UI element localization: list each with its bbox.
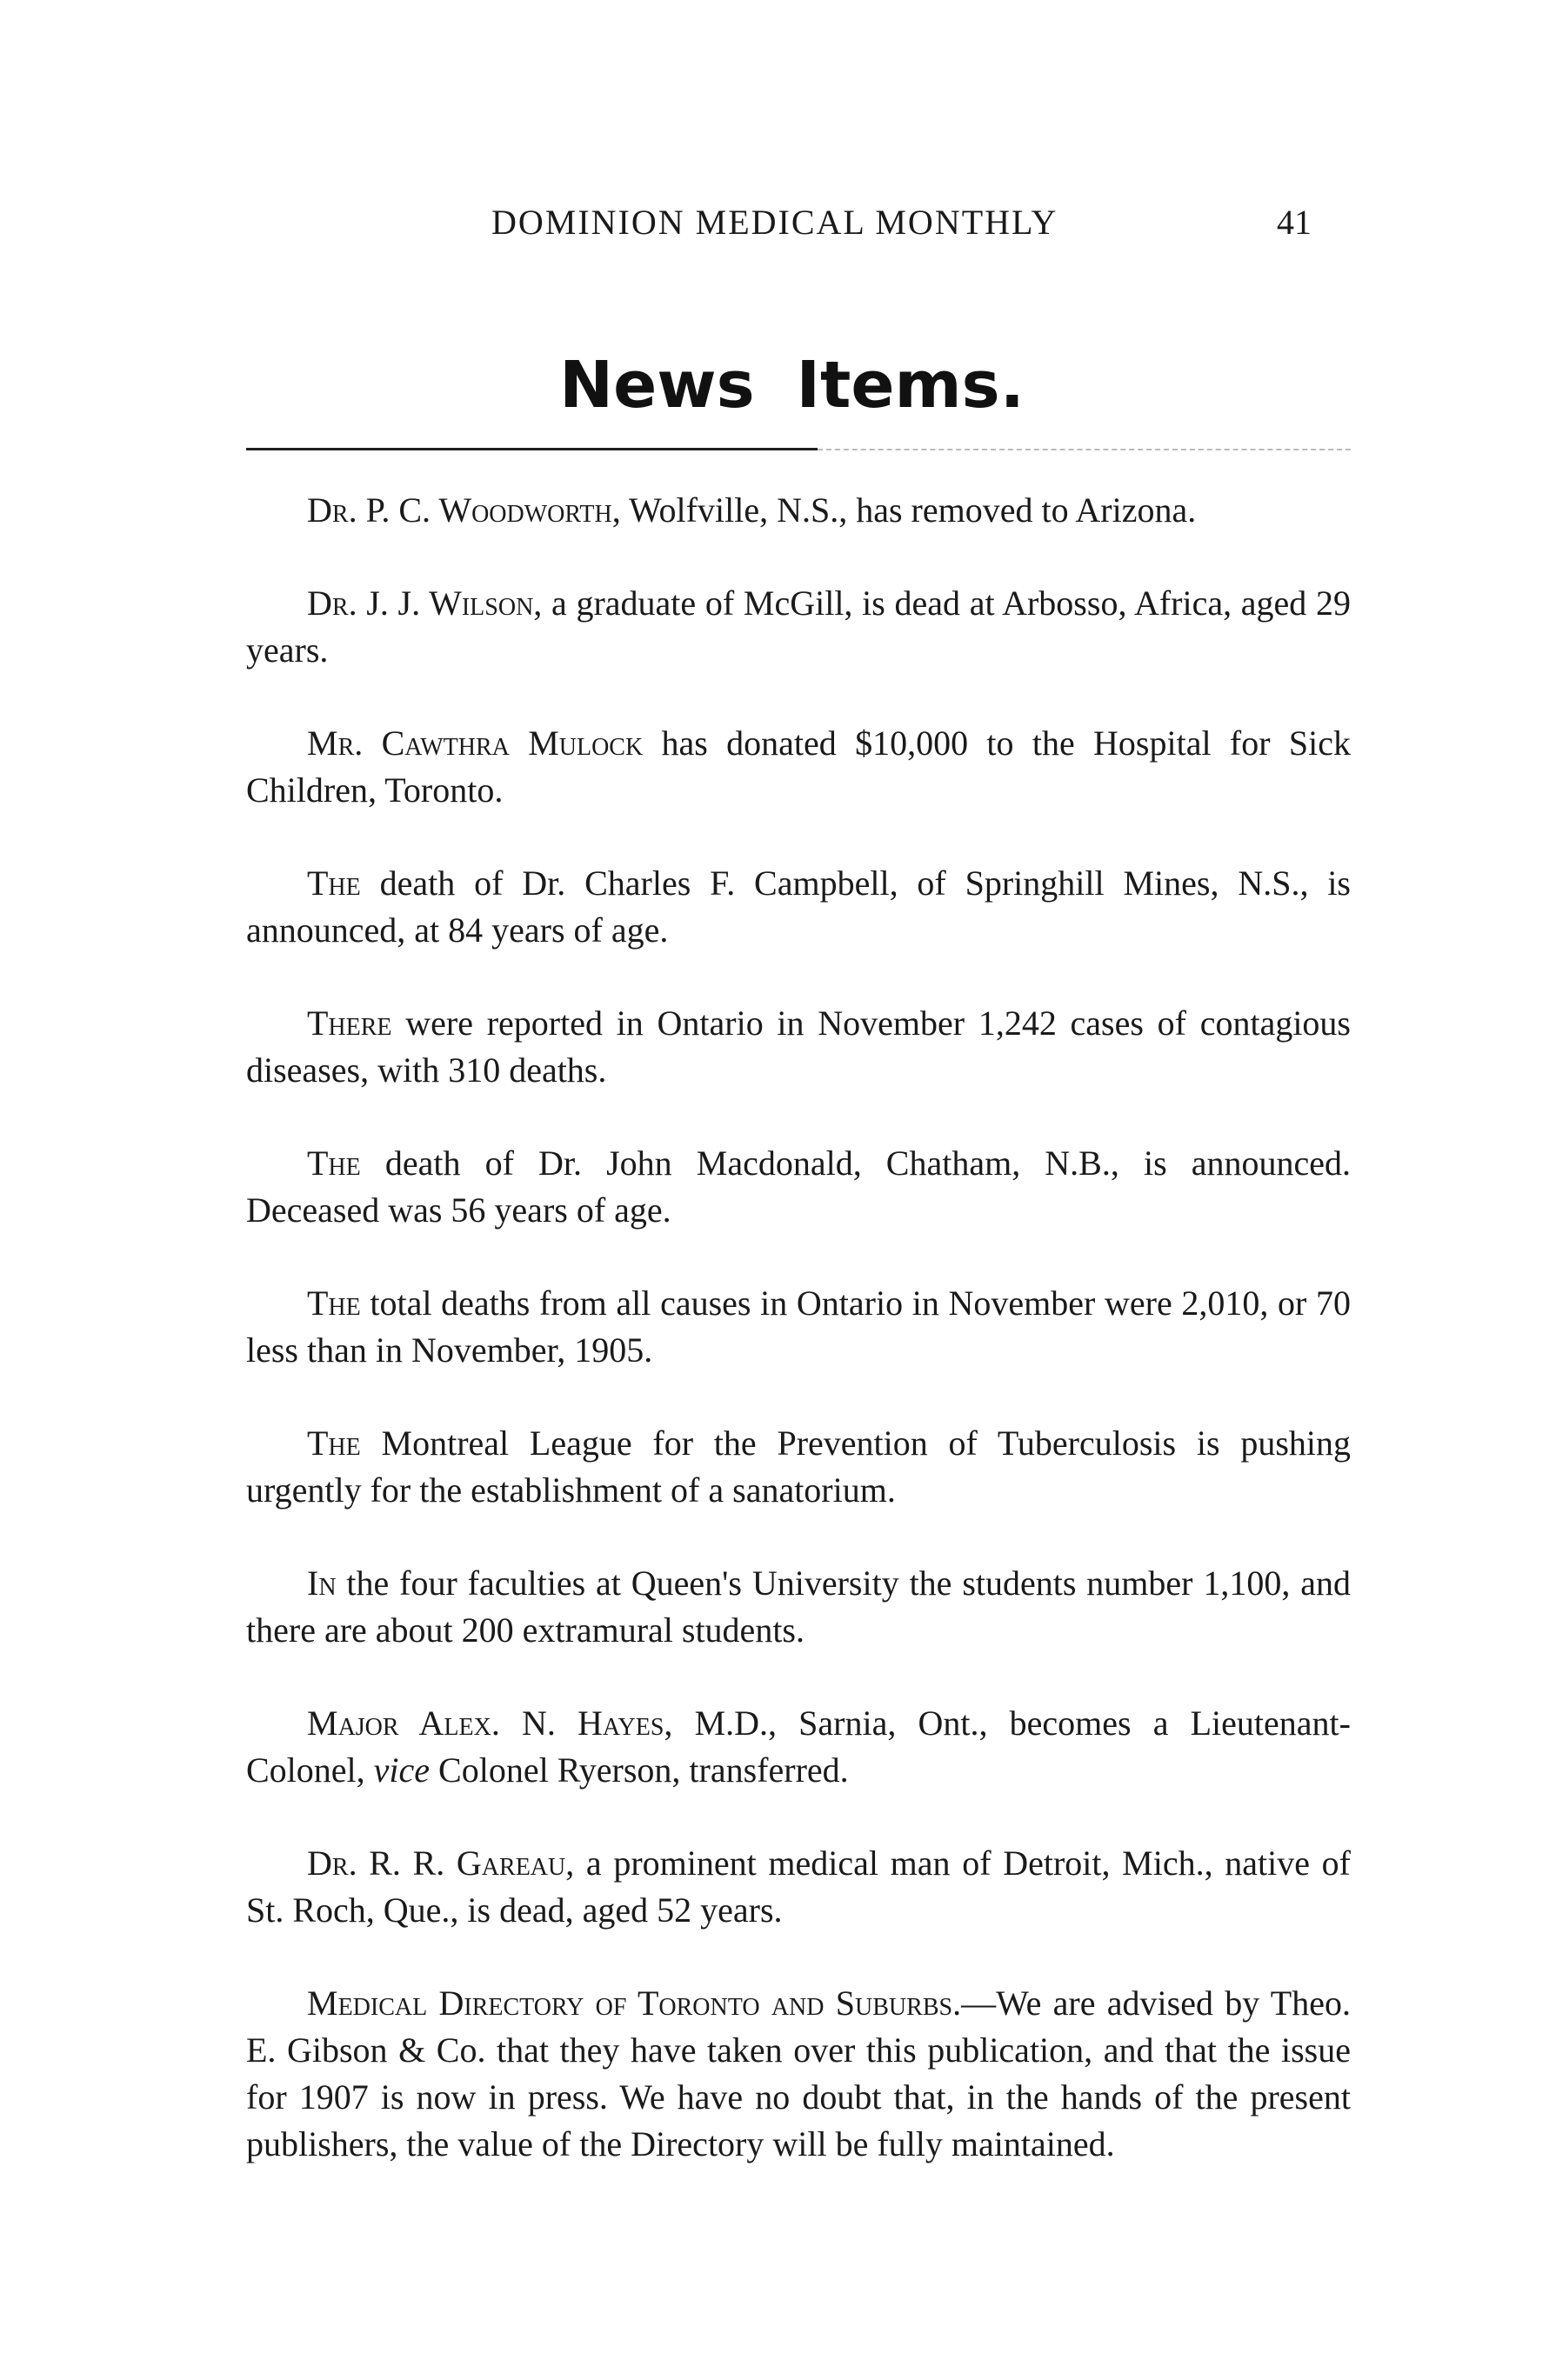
news-item-queens-university: [246, 1560, 1351, 1654]
item-text: has donated $10,000 to the Hospital for Sick Children, Toronto.: [246, 723, 1351, 810]
item-lead: The: [307, 863, 361, 903]
item-lead: In: [307, 1563, 337, 1603]
item-text: Colonel Ryerson, transferred.: [430, 1750, 849, 1790]
item-lead: Dr. J. J. Wilson,: [307, 583, 543, 623]
news-item-mulock: [246, 720, 1351, 814]
item-lead: Dr. R. R. Gareau,: [307, 1843, 575, 1883]
item-text: M.D., Sarnia, Ont., becomes a Lieutenant-Colonel,: [246, 1703, 1351, 1790]
item-lead: The: [307, 1143, 361, 1183]
item-lead: Dr. P. C. Woodworth,: [307, 490, 621, 530]
item-text: total deaths from all causes in Ontario in November were 2,010, or 70 less than in November, 1905.: [246, 1283, 1351, 1370]
news-item-contagious-diseases: [246, 1000, 1351, 1094]
item-text: death of Dr. Charles F. Campbell, of Springhill Mines, N.S., is announced, at 84 years of age.: [246, 863, 1351, 950]
news-item-total-deaths: [246, 1280, 1351, 1374]
news-item-gareau: [246, 1840, 1351, 1934]
journal-title: DOMINION MEDICAL MONTHLY: [491, 203, 1058, 242]
page-number: 41: [1277, 203, 1312, 242]
news-items-list: [246, 487, 1351, 2214]
item-lead: The: [307, 1423, 361, 1463]
news-item-campbell: [246, 860, 1351, 954]
running-head: [0, 202, 1549, 254]
news-item-tuberculosis-league: [246, 1420, 1351, 1514]
item-text: were reported in Ontario in November 1,242 cases of contagious diseases, with 310 deaths.: [246, 1003, 1351, 1090]
item-italic-word: vice: [373, 1750, 431, 1790]
item-text: Wolfville, N.S., has removed to Arizona.: [620, 490, 1197, 530]
item-lead: Medical Directory of Toronto and Suburbs.: [307, 1983, 962, 2023]
news-item-macdonald: [246, 1140, 1351, 1234]
item-text: a graduate of McGill, is dead at Arbosso, Africa, aged 29 years.: [246, 583, 1352, 670]
news-item-woodworth: [246, 487, 1351, 534]
item-text: death of Dr. John Macdonald, Chatham, N.B., is announced. Deceased was 56 years of age.: [246, 1143, 1351, 1230]
item-lead: Major Alex. N. Hayes,: [307, 1703, 673, 1743]
item-text: a prominent medical man of Detroit, Mich., native of St. Roch, Que., is dead, aged 52 years.: [246, 1843, 1351, 1930]
news-item-hayes: [246, 1700, 1351, 1794]
news-item-wilson: [246, 580, 1351, 674]
item-lead: There: [307, 1003, 392, 1043]
news-item-medical-directory: [246, 1980, 1351, 2168]
item-text: Montreal League for the Prevention of Tuberculosis is pushing urgently for the establishment of a sanatorium.: [246, 1423, 1351, 1510]
item-lead: The: [307, 1283, 361, 1323]
item-lead: Mr. Cawthra Mulock: [307, 723, 644, 763]
item-text: —We are advised by Theo. E. Gibson & Co. that they have taken over this publication, and that the issue for 1907 is now in press. We have no doubt that, in the hands of the present publishers, the value of the Directory will be fully maintained.: [246, 1983, 1351, 2163]
item-text: the four faculties at Queen's University the students number 1,100, and there are about 200 extramural students.: [246, 1563, 1351, 1650]
section-title: News Items.: [559, 348, 1025, 423]
title-rule-faded: [818, 449, 1351, 450]
title-rule: [246, 448, 818, 450]
